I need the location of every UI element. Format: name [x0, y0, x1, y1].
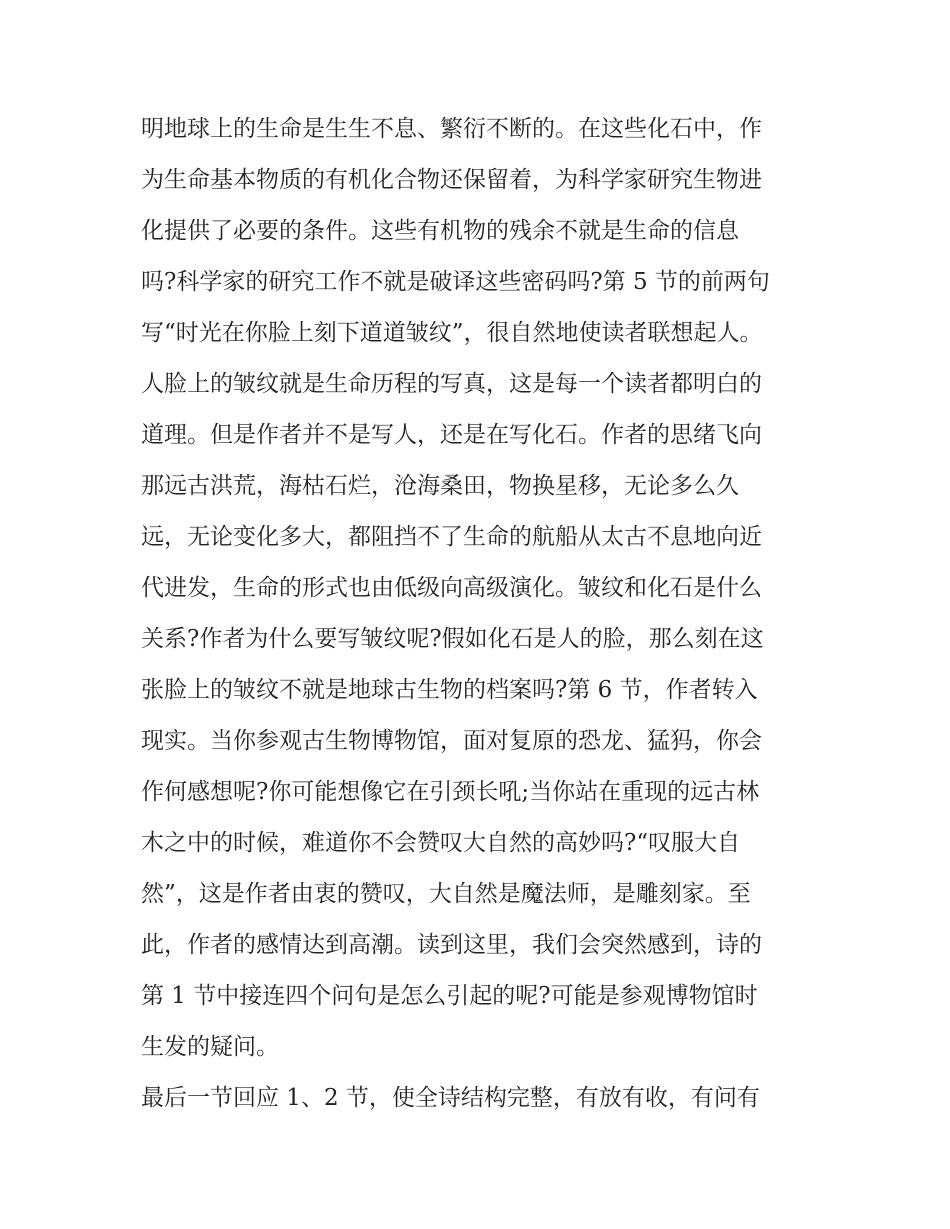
text-line: 现实。当你参观古生物博物馆，面对复原的恐龙、猛犸，你会	[141, 728, 762, 754]
text-line: 明地球上的生命是生生不息、繁衍不断的。在这些化石中，作	[141, 116, 762, 142]
text-line: 然”，这是作者由衷的赞叹，大自然是魔法师，是雕刻家。至	[141, 881, 751, 907]
text-line: 关系?作者为什么要写皱纹呢?假如化石是人的脸，那么刻在这	[141, 626, 764, 652]
text-line: 写“时光在你脸上刻下道道皱纹”，很自然地使读者联想起人。	[141, 320, 763, 346]
text-line: 此，作者的感情达到高潮。读到这里，我们会突然感到，诗的	[141, 932, 762, 958]
text-line: 最后一节回应 1、2 节，使全诗结构完整，有放有收，有问有	[141, 1085, 760, 1111]
document-body	[141, 104, 821, 1124]
text-line: 吗?科学家的研究工作不就是破译这些密码吗?第 5 节的前两句	[141, 269, 770, 295]
text-line: 木之中的时候，难道你不会赞叹大自然的高妙吗?“叹服大自	[141, 830, 741, 856]
text-line: 作何感想呢?你可能想像它在引颈长吼;当你站在重现的远古林	[141, 779, 760, 805]
text-line: 人脸上的皱纹就是生命历程的写真，这是每一个读者都明白的	[141, 371, 762, 397]
text-line: 远，无论变化多大，都阻挡不了生命的航船从太古不息地向近	[141, 524, 762, 550]
text-line: 那远古洪荒，海枯石烂，沧海桑田，物换星移，无论多么久	[141, 473, 739, 499]
text-line: 化提供了必要的条件。这些有机物的残余不就是生命的信息	[141, 218, 739, 244]
text-line: 张脸上的皱纹不就是地球古生物的档案吗?第 6 节，作者转入	[141, 677, 758, 703]
text-line: 为生命基本物质的有机化合物还保留着，为科学家研究生物进	[141, 167, 762, 193]
paragraph-1	[141, 104, 821, 1073]
text-line: 道理。但是作者并不是写人，还是在写化石。作者的思绪飞向	[141, 422, 762, 448]
text-line: 第 1 节中接连四个问句是怎么引起的呢?可能是参观博物馆时	[141, 983, 758, 1009]
text-line: 生发的疑问。	[141, 1034, 279, 1060]
text-line: 代进发，生命的形式也由低级向高级演化。皱纹和化石是什么	[141, 575, 762, 601]
paragraph-2	[141, 1073, 821, 1124]
